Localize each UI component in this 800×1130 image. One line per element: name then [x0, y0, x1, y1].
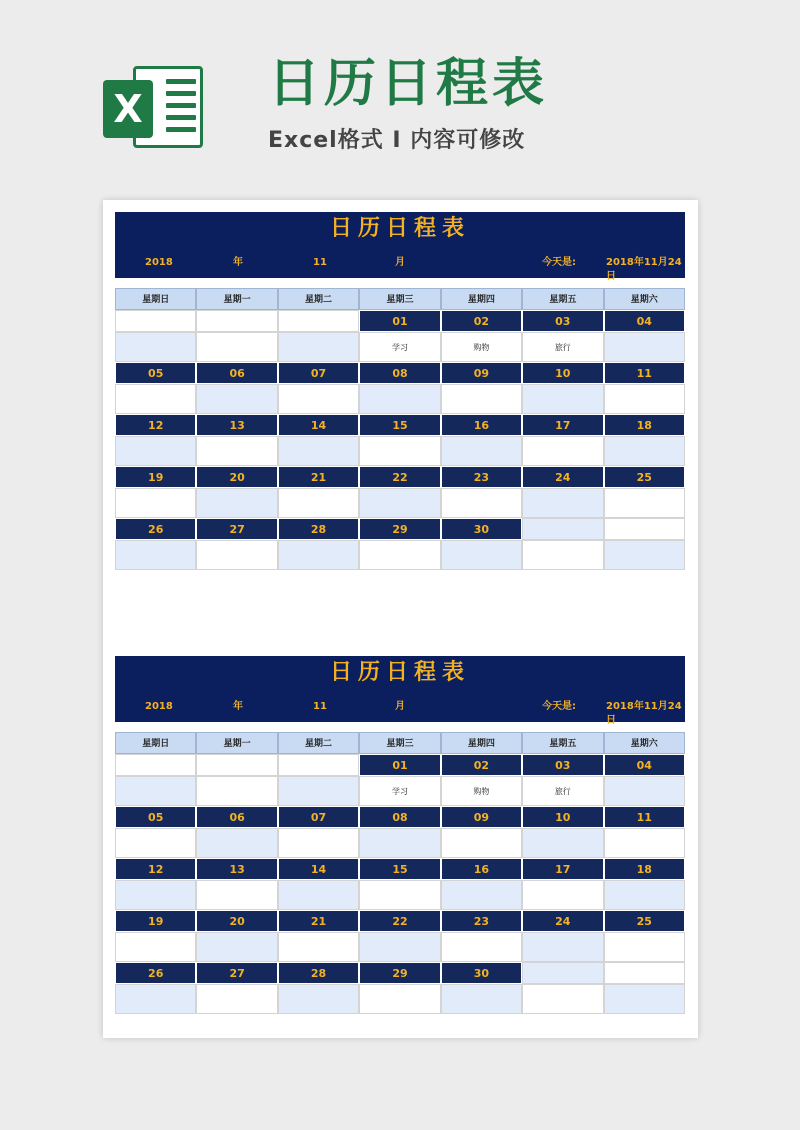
weekday-header-cell: 星期三 — [359, 288, 440, 310]
note-cell[interactable] — [196, 384, 277, 414]
date-cell[interactable]: 22 — [359, 466, 440, 488]
week-note-row — [115, 880, 685, 910]
calendar-grid — [115, 732, 685, 1014]
year-value: 2018 — [145, 701, 173, 712]
date-cell[interactable]: 15 — [359, 858, 440, 880]
empty-date-cell[interactable] — [522, 962, 603, 984]
date-cell[interactable]: 12 — [115, 858, 196, 880]
note-cell[interactable] — [522, 828, 603, 858]
date-cell[interactable]: 30 — [441, 962, 522, 984]
date-cell[interactable]: 03 — [522, 754, 603, 776]
month-value: 11 — [313, 701, 327, 712]
date-cell[interactable]: 24 — [522, 910, 603, 932]
note-cell[interactable] — [278, 540, 359, 570]
date-cell[interactable]: 30 — [441, 518, 522, 540]
note-cell[interactable] — [278, 436, 359, 466]
note-cell[interactable] — [604, 880, 685, 910]
note-cell[interactable] — [522, 540, 603, 570]
note-cell[interactable] — [359, 932, 440, 962]
date-cell[interactable]: 13 — [196, 414, 277, 436]
note-cell[interactable] — [604, 332, 685, 362]
date-cell[interactable]: 06 — [196, 806, 277, 828]
empty-date-cell[interactable] — [196, 310, 277, 332]
date-cell[interactable]: 23 — [441, 466, 522, 488]
date-cell[interactable]: 20 — [196, 466, 277, 488]
date-cell[interactable]: 18 — [604, 414, 685, 436]
note-cell[interactable] — [115, 540, 196, 570]
week-date-row — [115, 466, 685, 488]
note-cell[interactable] — [604, 984, 685, 1014]
year-label: 年 — [233, 257, 243, 268]
note-cell[interactable] — [278, 332, 359, 362]
date-cell[interactable]: 23 — [441, 910, 522, 932]
weekday-header-cell: 星期一 — [196, 732, 277, 754]
note-cell[interactable] — [196, 984, 277, 1014]
weekday-header-cell: 星期一 — [196, 288, 277, 310]
date-cell[interactable]: 22 — [359, 910, 440, 932]
date-cell[interactable]: 25 — [604, 910, 685, 932]
date-cell[interactable]: 07 — [278, 362, 359, 384]
date-cell[interactable]: 03 — [522, 310, 603, 332]
calendar-header — [115, 212, 685, 282]
date-cell[interactable]: 09 — [441, 806, 522, 828]
month-label: 月 — [395, 257, 405, 268]
date-cell[interactable]: 05 — [115, 806, 196, 828]
note-cell[interactable] — [115, 880, 196, 910]
week-date-row — [115, 910, 685, 932]
week-date-row — [115, 754, 685, 776]
document-sheet — [103, 200, 698, 1038]
week-date-row — [115, 518, 685, 540]
calendar-header — [115, 656, 685, 726]
note-cell[interactable] — [278, 776, 359, 806]
date-cell[interactable]: 19 — [115, 466, 196, 488]
date-cell[interactable]: 16 — [441, 858, 522, 880]
note-cell[interactable] — [522, 488, 603, 518]
weekday-header-row — [115, 288, 685, 310]
date-cell[interactable]: 10 — [522, 362, 603, 384]
calendar-block-1 — [115, 212, 685, 536]
note-cell[interactable] — [196, 488, 277, 518]
date-cell[interactable]: 02 — [441, 310, 522, 332]
excel-logo-icon — [103, 60, 203, 154]
note-cell[interactable] — [359, 984, 440, 1014]
date-cell[interactable]: 01 — [359, 754, 440, 776]
date-cell[interactable]: 10 — [522, 806, 603, 828]
date-cell[interactable]: 29 — [359, 518, 440, 540]
week-note-row — [115, 776, 685, 806]
note-cell[interactable] — [196, 932, 277, 962]
note-cell[interactable] — [522, 880, 603, 910]
calendar-title: 日历日程表 — [329, 216, 470, 241]
date-cell[interactable]: 17 — [522, 414, 603, 436]
calendar-grid — [115, 288, 685, 570]
today-label: 今天是: — [542, 701, 576, 712]
date-cell[interactable]: 29 — [359, 962, 440, 984]
date-cell[interactable]: 12 — [115, 414, 196, 436]
date-cell[interactable]: 19 — [115, 910, 196, 932]
note-cell[interactable] — [522, 984, 603, 1014]
date-cell[interactable]: 04 — [604, 754, 685, 776]
week-date-row — [115, 858, 685, 880]
date-cell[interactable]: 05 — [115, 362, 196, 384]
note-cell[interactable] — [359, 488, 440, 518]
note-cell[interactable] — [196, 828, 277, 858]
note-cell[interactable] — [441, 932, 522, 962]
note-cell[interactable] — [522, 436, 603, 466]
note-cell[interactable] — [441, 488, 522, 518]
date-cell[interactable]: 09 — [441, 362, 522, 384]
note-cell[interactable] — [441, 828, 522, 858]
date-cell[interactable]: 06 — [196, 362, 277, 384]
note-cell[interactable] — [196, 332, 277, 362]
weekday-header-cell: 星期五 — [522, 732, 603, 754]
date-cell[interactable]: 28 — [278, 962, 359, 984]
date-cell[interactable]: 28 — [278, 518, 359, 540]
week-note-row — [115, 984, 685, 1014]
week-note-row — [115, 436, 685, 466]
note-cell[interactable] — [115, 436, 196, 466]
note-cell[interactable] — [604, 384, 685, 414]
date-cell[interactable]: 21 — [278, 910, 359, 932]
date-cell[interactable]: 24 — [522, 466, 603, 488]
note-cell[interactable]: 购物 — [441, 332, 522, 362]
week-note-row — [115, 932, 685, 962]
note-cell[interactable] — [115, 984, 196, 1014]
empty-date-cell[interactable] — [604, 518, 685, 540]
date-cell[interactable]: 04 — [604, 310, 685, 332]
note-cell[interactable]: 购物 — [441, 776, 522, 806]
page-title: 日历日程表 — [268, 54, 549, 114]
note-cell[interactable] — [115, 932, 196, 962]
note-cell[interactable]: 学习 — [359, 776, 440, 806]
note-cell[interactable] — [196, 436, 277, 466]
empty-date-cell[interactable] — [196, 754, 277, 776]
today-value: 2018年11月24日 — [606, 257, 682, 282]
weekday-header-cell: 星期四 — [441, 288, 522, 310]
weekday-header-cell: 星期二 — [278, 732, 359, 754]
note-cell[interactable] — [196, 776, 277, 806]
page-header — [0, 0, 800, 200]
calendar-title: 日历日程表 — [329, 660, 470, 685]
date-cell[interactable]: 26 — [115, 518, 196, 540]
date-cell[interactable]: 08 — [359, 806, 440, 828]
note-cell[interactable] — [441, 384, 522, 414]
year-value: 2018 — [145, 257, 173, 268]
note-cell[interactable] — [604, 488, 685, 518]
weekday-header-row — [115, 732, 685, 754]
page-subtitle: Excel格式 I 内容可修改 — [268, 128, 526, 153]
date-cell[interactable]: 14 — [278, 858, 359, 880]
note-cell[interactable] — [441, 880, 522, 910]
note-cell[interactable]: 学习 — [359, 332, 440, 362]
date-cell[interactable]: 11 — [604, 362, 685, 384]
calendar-block-2 — [115, 656, 685, 980]
month-label: 月 — [395, 701, 405, 712]
note-cell[interactable] — [115, 828, 196, 858]
note-cell[interactable] — [278, 932, 359, 962]
date-cell[interactable]: 17 — [522, 858, 603, 880]
week-note-row — [115, 488, 685, 518]
note-cell[interactable] — [278, 880, 359, 910]
month-value: 11 — [313, 257, 327, 268]
note-cell[interactable] — [604, 828, 685, 858]
note-cell[interactable] — [196, 540, 277, 570]
empty-date-cell[interactable] — [278, 310, 359, 332]
date-cell[interactable]: 16 — [441, 414, 522, 436]
empty-date-cell[interactable] — [604, 962, 685, 984]
note-cell[interactable] — [522, 384, 603, 414]
note-cell[interactable] — [278, 488, 359, 518]
date-cell[interactable]: 27 — [196, 962, 277, 984]
note-cell[interactable] — [522, 932, 603, 962]
week-note-row — [115, 332, 685, 362]
weekday-header-cell: 星期日 — [115, 288, 196, 310]
note-cell[interactable] — [278, 384, 359, 414]
year-label: 年 — [233, 701, 243, 712]
note-cell[interactable] — [359, 540, 440, 570]
note-cell[interactable] — [604, 776, 685, 806]
date-cell[interactable]: 20 — [196, 910, 277, 932]
empty-date-cell[interactable] — [278, 754, 359, 776]
week-note-row — [115, 540, 685, 570]
date-cell[interactable]: 14 — [278, 414, 359, 436]
note-cell[interactable]: 旅行 — [522, 332, 603, 362]
note-cell[interactable] — [604, 436, 685, 466]
note-cell[interactable] — [115, 776, 196, 806]
note-cell[interactable] — [115, 488, 196, 518]
week-date-row — [115, 414, 685, 436]
excel-letter-badge: X — [103, 80, 153, 138]
weekday-header-cell: 星期六 — [604, 288, 685, 310]
note-cell[interactable] — [359, 828, 440, 858]
note-cell[interactable] — [115, 384, 196, 414]
empty-date-cell[interactable] — [522, 518, 603, 540]
date-cell[interactable]: 18 — [604, 858, 685, 880]
note-cell[interactable] — [441, 540, 522, 570]
today-value: 2018年11月24日 — [606, 701, 682, 726]
date-cell[interactable]: 02 — [441, 754, 522, 776]
note-cell[interactable] — [604, 540, 685, 570]
weekday-header-cell: 星期四 — [441, 732, 522, 754]
weekday-header-cell: 星期五 — [522, 288, 603, 310]
note-cell[interactable]: 旅行 — [522, 776, 603, 806]
note-cell[interactable] — [604, 932, 685, 962]
note-cell[interactable] — [441, 984, 522, 1014]
date-cell[interactable]: 21 — [278, 466, 359, 488]
week-date-row — [115, 362, 685, 384]
date-cell[interactable]: 15 — [359, 414, 440, 436]
week-date-row — [115, 962, 685, 984]
date-cell[interactable]: 01 — [359, 310, 440, 332]
date-cell[interactable]: 25 — [604, 466, 685, 488]
date-cell[interactable]: 27 — [196, 518, 277, 540]
weekday-header-cell: 星期六 — [604, 732, 685, 754]
date-cell[interactable]: 26 — [115, 962, 196, 984]
date-cell[interactable]: 08 — [359, 362, 440, 384]
empty-date-cell[interactable] — [115, 310, 196, 332]
date-cell[interactable]: 11 — [604, 806, 685, 828]
note-cell[interactable] — [359, 384, 440, 414]
date-cell[interactable]: 07 — [278, 806, 359, 828]
week-date-row — [115, 806, 685, 828]
empty-date-cell[interactable] — [115, 754, 196, 776]
weekday-header-cell: 星期二 — [278, 288, 359, 310]
week-date-row — [115, 310, 685, 332]
weekday-header-cell: 星期三 — [359, 732, 440, 754]
note-cell[interactable] — [278, 828, 359, 858]
weekday-header-cell: 星期日 — [115, 732, 196, 754]
date-cell[interactable]: 13 — [196, 858, 277, 880]
note-cell[interactable] — [359, 880, 440, 910]
week-note-row — [115, 828, 685, 858]
today-label: 今天是: — [542, 257, 576, 268]
note-cell[interactable] — [441, 436, 522, 466]
note-cell[interactable] — [278, 984, 359, 1014]
note-cell[interactable] — [359, 436, 440, 466]
week-note-row — [115, 384, 685, 414]
note-cell[interactable] — [196, 880, 277, 910]
note-cell[interactable] — [115, 332, 196, 362]
